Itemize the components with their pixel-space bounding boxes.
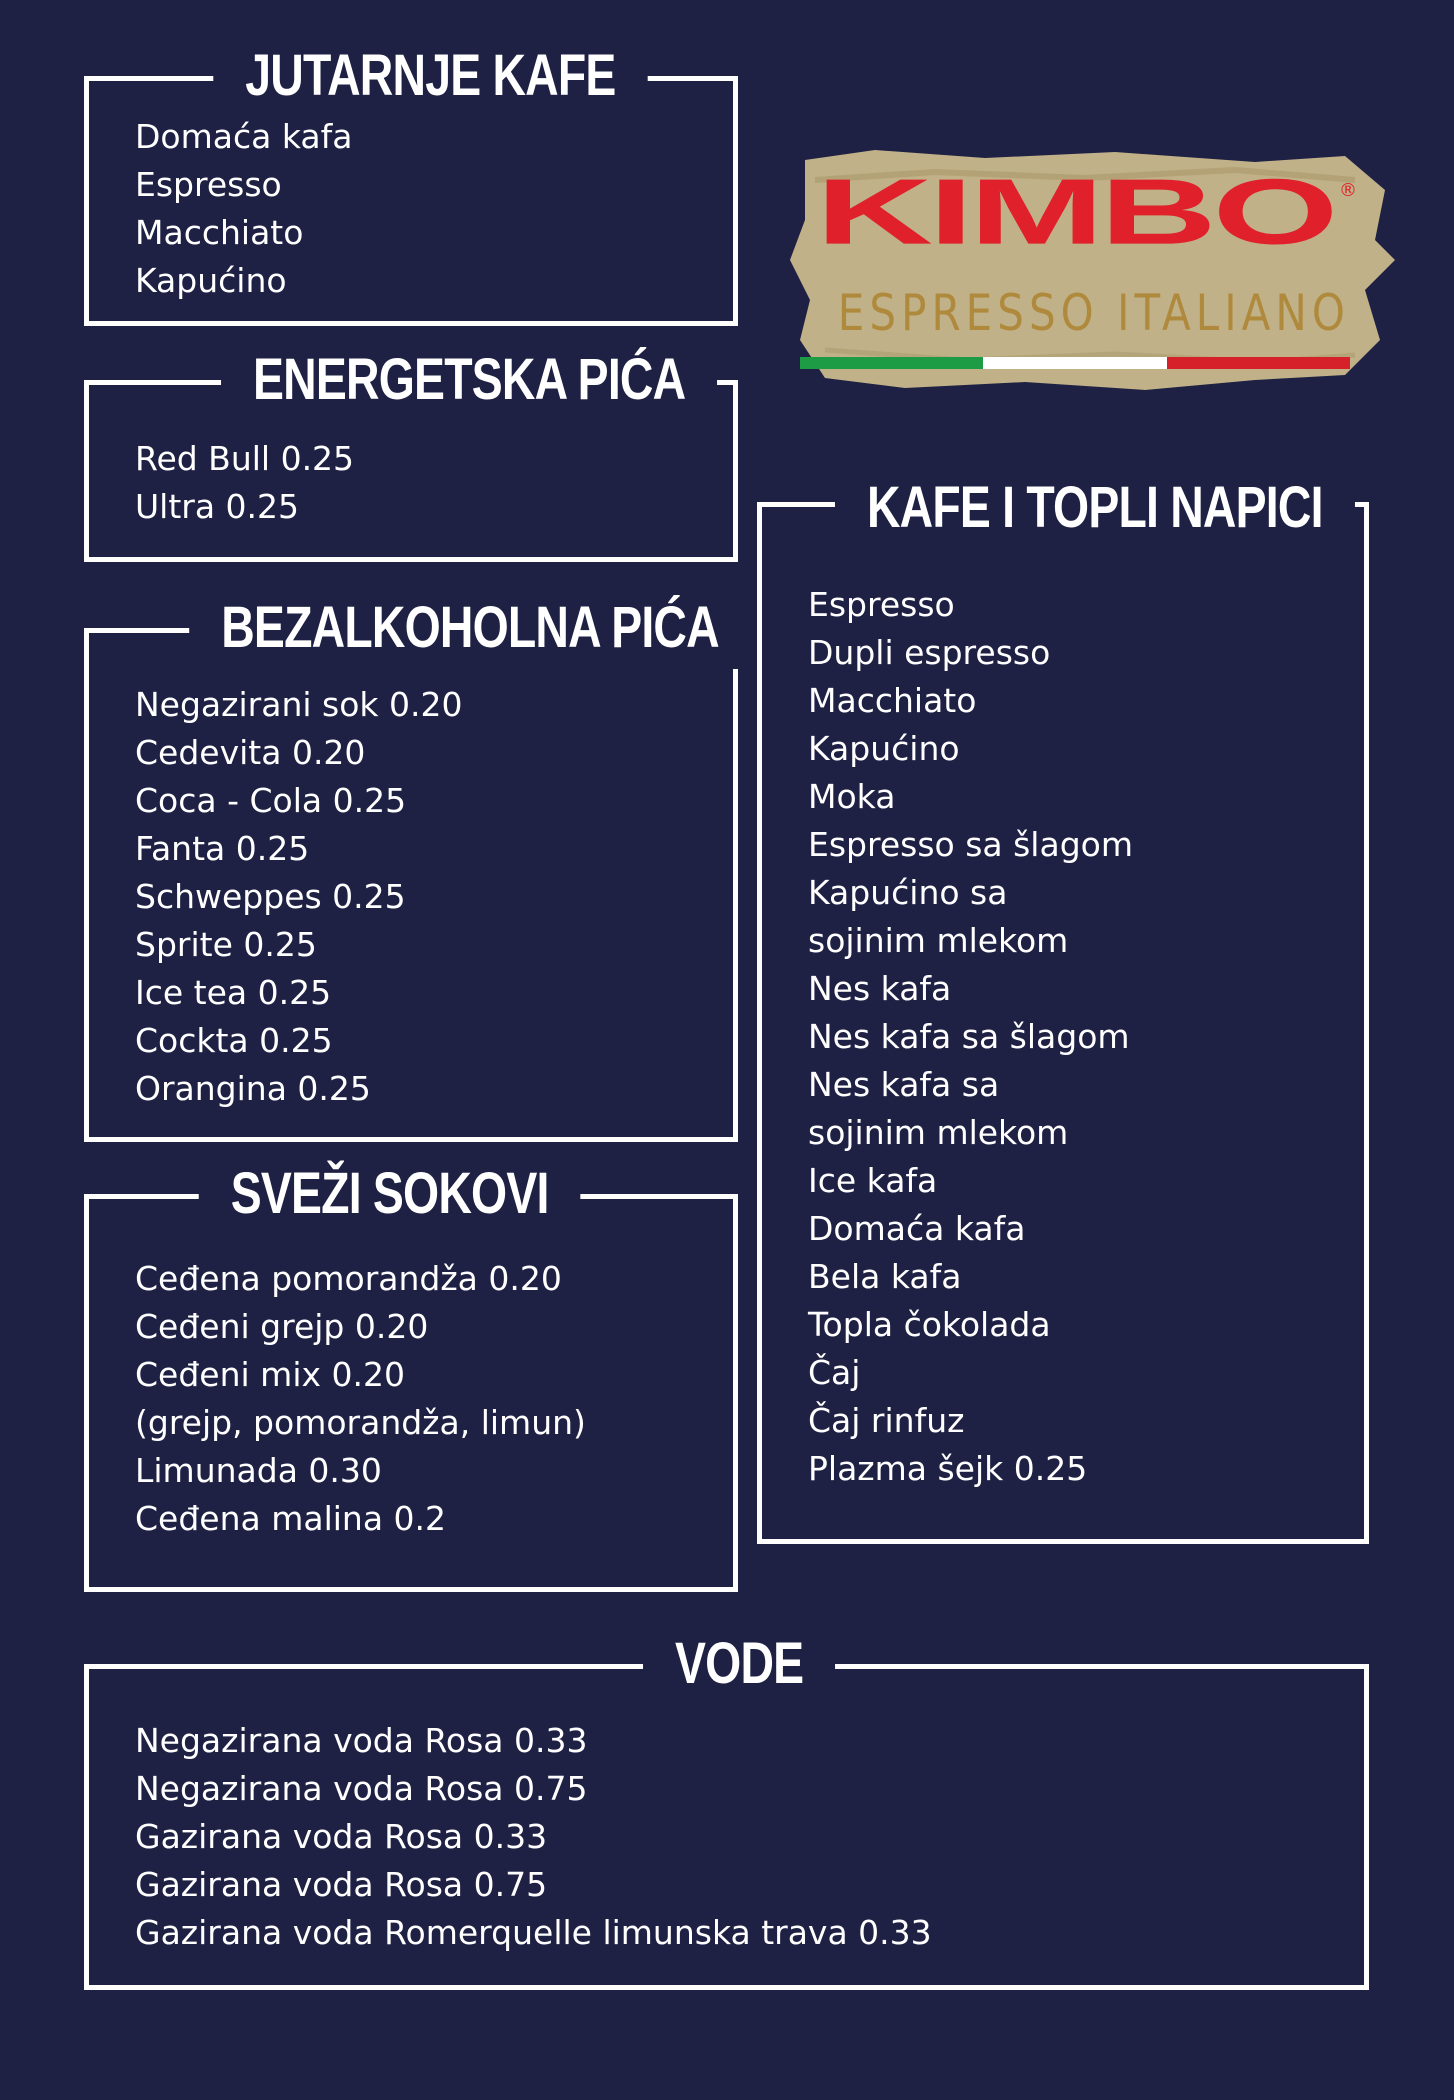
flag-white xyxy=(983,357,1166,369)
registered-mark: ® xyxy=(1339,180,1357,201)
menu-item: sojinim mlekom xyxy=(808,921,1069,960)
menu-item: Cockta 0.25 xyxy=(135,1021,333,1060)
item-list xyxy=(135,113,352,305)
flag-red xyxy=(1167,357,1350,369)
menu-item: Dupli espresso xyxy=(808,633,1051,672)
logo-brand: KIMBO xyxy=(815,159,1335,264)
item-list xyxy=(808,581,1133,1493)
menu-item: (grejp, pomorandža, limun) xyxy=(135,1403,586,1442)
section-title: JUTARNJE KAFE xyxy=(213,35,647,117)
menu-item: Nes kafa sa xyxy=(808,1065,1000,1104)
menu-item: Domaća kafa xyxy=(808,1209,1026,1248)
section-title: KAFE I TOPLI NAPICI xyxy=(835,467,1355,549)
menu-item: Čaj rinfuz xyxy=(808,1401,965,1440)
italian-flag-stripe xyxy=(800,357,1350,369)
flag-green xyxy=(800,357,983,369)
menu-item: Kapućino sa xyxy=(808,873,1008,912)
menu-item: Gazirana voda Rosa 0.33 xyxy=(135,1817,548,1856)
item-list xyxy=(135,1717,932,1957)
menu-item: Topla čokolada xyxy=(808,1305,1051,1344)
menu-item: Cedevita 0.20 xyxy=(135,733,366,772)
menu-item: Ice kafa xyxy=(808,1161,938,1200)
section-svezi-sokovi xyxy=(84,1161,738,1592)
menu-item: Ceđena pomorandža 0.20 xyxy=(135,1259,562,1298)
menu-item: Espresso xyxy=(808,585,955,624)
menu-item: Espresso xyxy=(135,165,282,204)
section-title: VODE xyxy=(643,1623,835,1705)
menu-item: sojinim mlekom xyxy=(808,1113,1069,1152)
menu-item: Bela kafa xyxy=(808,1257,962,1296)
menu-item: Schweppes 0.25 xyxy=(135,877,406,916)
logo-subtitle: ESPRESSO ITALIANO xyxy=(837,284,1350,342)
menu-item: Negazirani sok 0.20 xyxy=(135,685,463,724)
section-vode xyxy=(84,1631,1369,1990)
menu-item: Kapućino xyxy=(135,261,287,300)
menu-item: Sprite 0.25 xyxy=(135,925,317,964)
menu-item: Ceđeni mix 0.20 xyxy=(135,1355,405,1394)
menu-item: Ice tea 0.25 xyxy=(135,973,332,1012)
item-list xyxy=(135,435,354,531)
menu-item: Negazirana voda Rosa 0.33 xyxy=(135,1721,588,1760)
kimbo-logo xyxy=(785,150,1395,395)
menu-item: Macchiato xyxy=(135,213,304,252)
section-title: SVEŽI SOKOVI xyxy=(199,1153,581,1235)
menu-item: Domaća kafa xyxy=(135,117,353,156)
menu-item: Plazma šejk 0.25 xyxy=(808,1449,1088,1488)
menu-item: Nes kafa sa šlagom xyxy=(808,1017,1130,1056)
section-jutarnje-kafe xyxy=(84,43,738,326)
menu-item: Red Bull 0.25 xyxy=(135,439,355,478)
menu-item: Ceđena malina 0.2 xyxy=(135,1499,447,1538)
menu-item: Gazirana voda Romerquelle limunska trava 0.33 xyxy=(135,1913,932,1952)
menu-item: Kapućino xyxy=(808,729,960,768)
menu-item: Gazirana voda Rosa 0.75 xyxy=(135,1865,548,1904)
menu-item: Macchiato xyxy=(808,681,977,720)
menu-item: Coca - Cola 0.25 xyxy=(135,781,407,820)
menu-item: Ceđeni grejp 0.20 xyxy=(135,1307,429,1346)
menu-item: Limunada 0.30 xyxy=(135,1451,382,1490)
menu-item: Fanta 0.25 xyxy=(135,829,310,868)
section-title: BEZALKOHOLNA PIĆA xyxy=(189,587,751,669)
item-list xyxy=(135,681,462,1113)
section-title: ENERGETSKA PIĆA xyxy=(221,339,717,421)
menu-item: Nes kafa xyxy=(808,969,952,1008)
menu-item: Ultra 0.25 xyxy=(135,487,300,526)
menu-item: Moka xyxy=(808,777,896,816)
menu-item: Negazirana voda Rosa 0.75 xyxy=(135,1769,588,1808)
menu-item: Espresso sa šlagom xyxy=(808,825,1133,864)
menu-item: Orangina 0.25 xyxy=(135,1069,371,1108)
item-list xyxy=(135,1255,586,1543)
section-energetska-pica xyxy=(84,347,738,562)
section-bezalkoholna-pica xyxy=(84,595,738,1142)
section-kafe-i-topli-napici xyxy=(757,475,1369,1544)
menu-item: Čaj xyxy=(808,1353,861,1392)
